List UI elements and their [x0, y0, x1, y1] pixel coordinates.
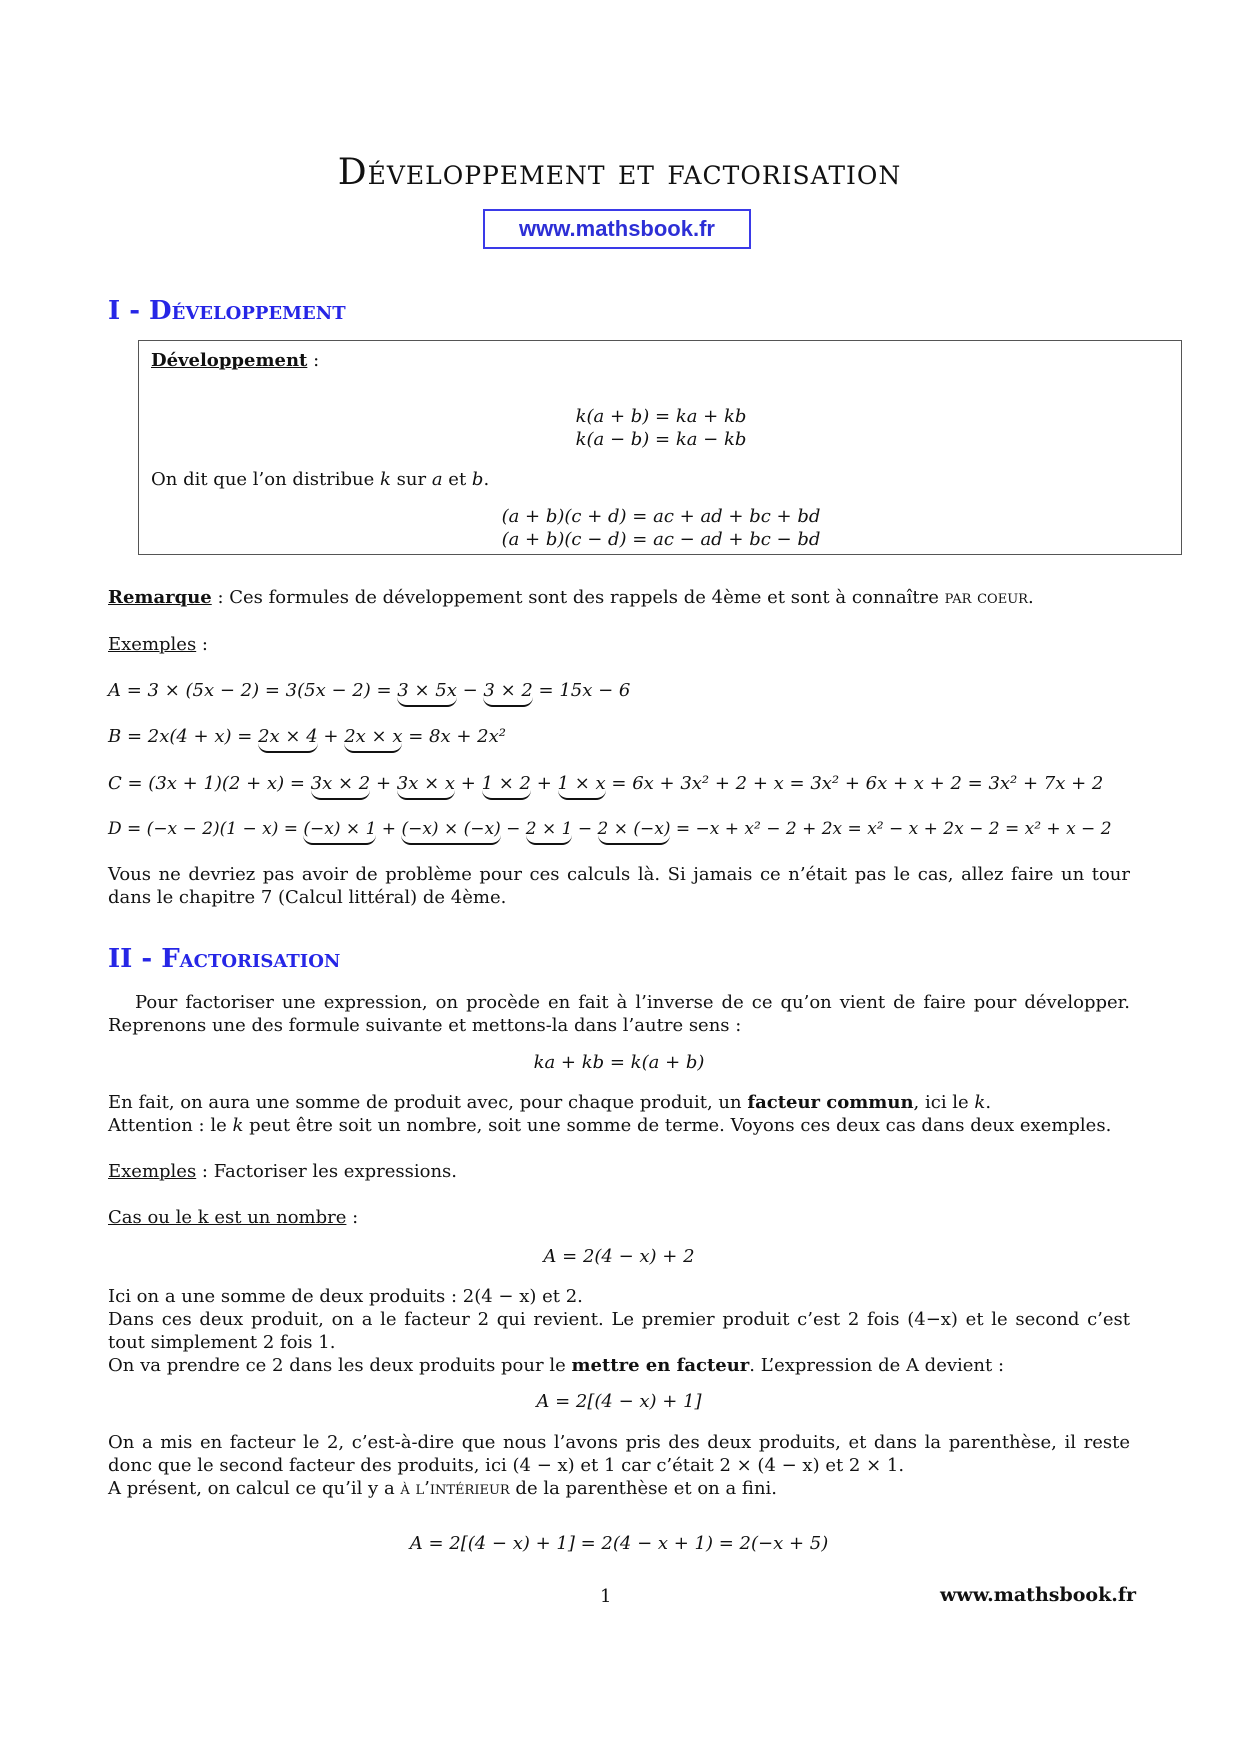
braced-term: 3x × 2 [311, 773, 371, 800]
sentence-part: et [442, 469, 472, 490]
braced-term: 1 × 2 [482, 773, 531, 800]
var-k: k [974, 1092, 986, 1113]
examples2-label: Exemples [108, 1161, 197, 1182]
braced-term: (−x) × (−x) [401, 819, 500, 845]
common-factor-line [108, 1091, 1130, 1114]
braced-term: 3 × 2 [483, 680, 532, 707]
section-heading-factorisation: II - Factorisation [108, 944, 341, 974]
factorisation-intro: Pour factoriser une expression, on procède en fait à l’inverse de ce qu’on vient de faire pour développer. Reprenons une des formule suivante et mettons-la dans l’autre sens : [108, 992, 1130, 1036]
expr-part: B = 2x(4 + x) = [108, 726, 259, 747]
braced-term: (−x) × 1 [303, 819, 376, 845]
expression-a3: A = 2[(4 − x) + 1] = 2(4 − x + 1) = 2(−x + 5) [409, 1533, 829, 1554]
formula-double-plus: (a + b)(c + d) = ac + ad + bc + bd [501, 506, 821, 527]
expr-part: A = 3 × (5x − 2) = 3(5x − 2) = [108, 680, 398, 701]
expr-part: = −x + x² − 2 + 2x = x² − x + 2x − 2 = x² + x − 2 [670, 819, 1112, 839]
example-c [108, 772, 1103, 795]
case-heading [108, 1206, 358, 1229]
var-k: k [380, 469, 391, 490]
sentence-part: . [483, 469, 490, 490]
examples-heading [108, 633, 208, 656]
definition-colon: : [307, 350, 320, 371]
text-part: On va prendre ce 2 dans les deux produits pour le [108, 1355, 572, 1376]
bold-term: facteur commun [747, 1092, 914, 1113]
text-part: A présent, on calcul ce qu’il y a [108, 1478, 401, 1499]
expr-op: − [500, 819, 526, 839]
var-a: a [431, 469, 443, 490]
document-title: Développement et factorisation [337, 152, 902, 193]
case-label: Cas ou le k est un nombre [108, 1207, 347, 1228]
paragraph-3 [108, 1354, 1130, 1377]
expr-part: D = (−x − 2)(1 − x) = [108, 819, 304, 839]
bold-term: mettre en facteur [571, 1355, 750, 1376]
text-part: de la parenthèse et on a fini. [509, 1478, 778, 1499]
expr-op: − [572, 819, 598, 839]
braced-term: 2 × (−x) [598, 819, 671, 845]
remark-paragraph [108, 586, 1130, 609]
text-part: . [985, 1092, 992, 1113]
paragraph-5 [108, 1477, 1130, 1500]
examples-colon: : [196, 634, 208, 655]
paragraph-4: On a mis en facteur le 2, c’est-à-dire que nous l’avons pris des deux produits, et dans la parenthèse, il reste donc que le second facteur des produits, ici (4 − x) et 1 car c’était 2 × (4 − x) et 2 × 1. [108, 1432, 1130, 1476]
expr-op: + [531, 773, 558, 794]
definition-label-line [151, 349, 319, 372]
factorisation-formula: ka + kb = k(a + b) [533, 1052, 705, 1073]
sentence-part: sur [390, 469, 432, 490]
paragraph-2: Dans ces deux produit, on a le facteur 2 qui revient. Le premier produit c’est 2 fois (4−x) et le second c’est tout simplement 2 fois 1. [108, 1309, 1130, 1353]
formula-k-plus: k(a + b) = ka + kb [575, 406, 747, 427]
distribution-sentence [151, 468, 489, 491]
formula-k-minus: k(a − b) = ka − kb [575, 429, 747, 450]
braced-term: 3x × x [397, 773, 455, 800]
examples2-heading [108, 1160, 457, 1183]
expression-a2: A = 2[(4 − x) + 1] [536, 1391, 702, 1412]
braced-term: 1 × x [558, 773, 606, 800]
remark-label: Remarque [108, 587, 212, 608]
braced-term: 2x × x [344, 726, 402, 753]
var-b: b [471, 469, 484, 490]
var-k: k [232, 1115, 244, 1136]
definition-box [138, 340, 1182, 555]
expr-op: + [376, 819, 402, 839]
examples-label: Exemples [108, 634, 197, 655]
remark-emphasis: par coeur [944, 587, 1028, 608]
braced-term: 3 × 5x [397, 680, 457, 707]
expr-part: = 8x + 2x² [402, 726, 506, 747]
section-heading-developpement: I - Développement [108, 296, 346, 326]
braced-term: 2x × 4 [258, 726, 318, 753]
braced-term: 2 × 1 [526, 819, 573, 845]
text-part: . L’expression de A devient : [749, 1355, 1005, 1376]
expr-part: = 6x + 3x² + 2 + x = 3x² + 6x + x + 2 = 3x² + 7x + 2 [605, 773, 1104, 794]
paragraph-1: Ici on a une somme de deux produits : 2(4 − x) et 2. [108, 1286, 583, 1307]
page-number: 1 [600, 1586, 612, 1607]
emphasis-term: à l’intérieur [400, 1478, 510, 1499]
closing-paragraph: Vous ne devriez pas avoir de problème pour ces calculs là. Si jamais ce n’était pas le cas, allez faire un tour dans le chapitre 7 (Calcul littéral) de 4ème. [108, 864, 1130, 908]
example-b [108, 725, 506, 748]
expr-op: + [370, 773, 397, 794]
case-colon: : [346, 1207, 359, 1228]
footer-site-link[interactable]: www.mathsbook.fr [940, 1584, 1137, 1606]
text-part: peut être soit un nombre, soit une somme de terme. Voyons ces deux cas dans deux exemples. [243, 1115, 1112, 1136]
remark-text: : Ces formules de développement sont des rappels de 4ème et sont à connaître [211, 587, 945, 608]
definition-label: Développement [151, 350, 308, 371]
text-part: , ici le [913, 1092, 975, 1113]
remark-end: . [1027, 587, 1034, 608]
expr-part: = 15x − 6 [532, 680, 631, 701]
expr-op: − [456, 680, 484, 701]
expr-op: + [455, 773, 482, 794]
text-part: Attention : le [108, 1115, 233, 1136]
example-a [108, 679, 630, 702]
expression-a1: A = 2(4 − x) + 2 [543, 1246, 695, 1267]
examples2-text: : Factoriser les expressions. [196, 1161, 457, 1182]
attention-line [108, 1114, 1130, 1137]
sentence-part: On dit que l’on distribue [151, 469, 381, 490]
expr-part: C = (3x + 1)(2 + x) = [108, 773, 311, 794]
expr-op: + [317, 726, 345, 747]
formula-double-minus: (a + b)(c − d) = ac − ad + bc − bd [501, 529, 821, 550]
example-d [108, 818, 1112, 841]
site-link[interactable]: www.mathsbook.fr [483, 209, 751, 249]
text-part: En fait, on aura une somme de produit avec, pour chaque produit, un [108, 1092, 748, 1113]
